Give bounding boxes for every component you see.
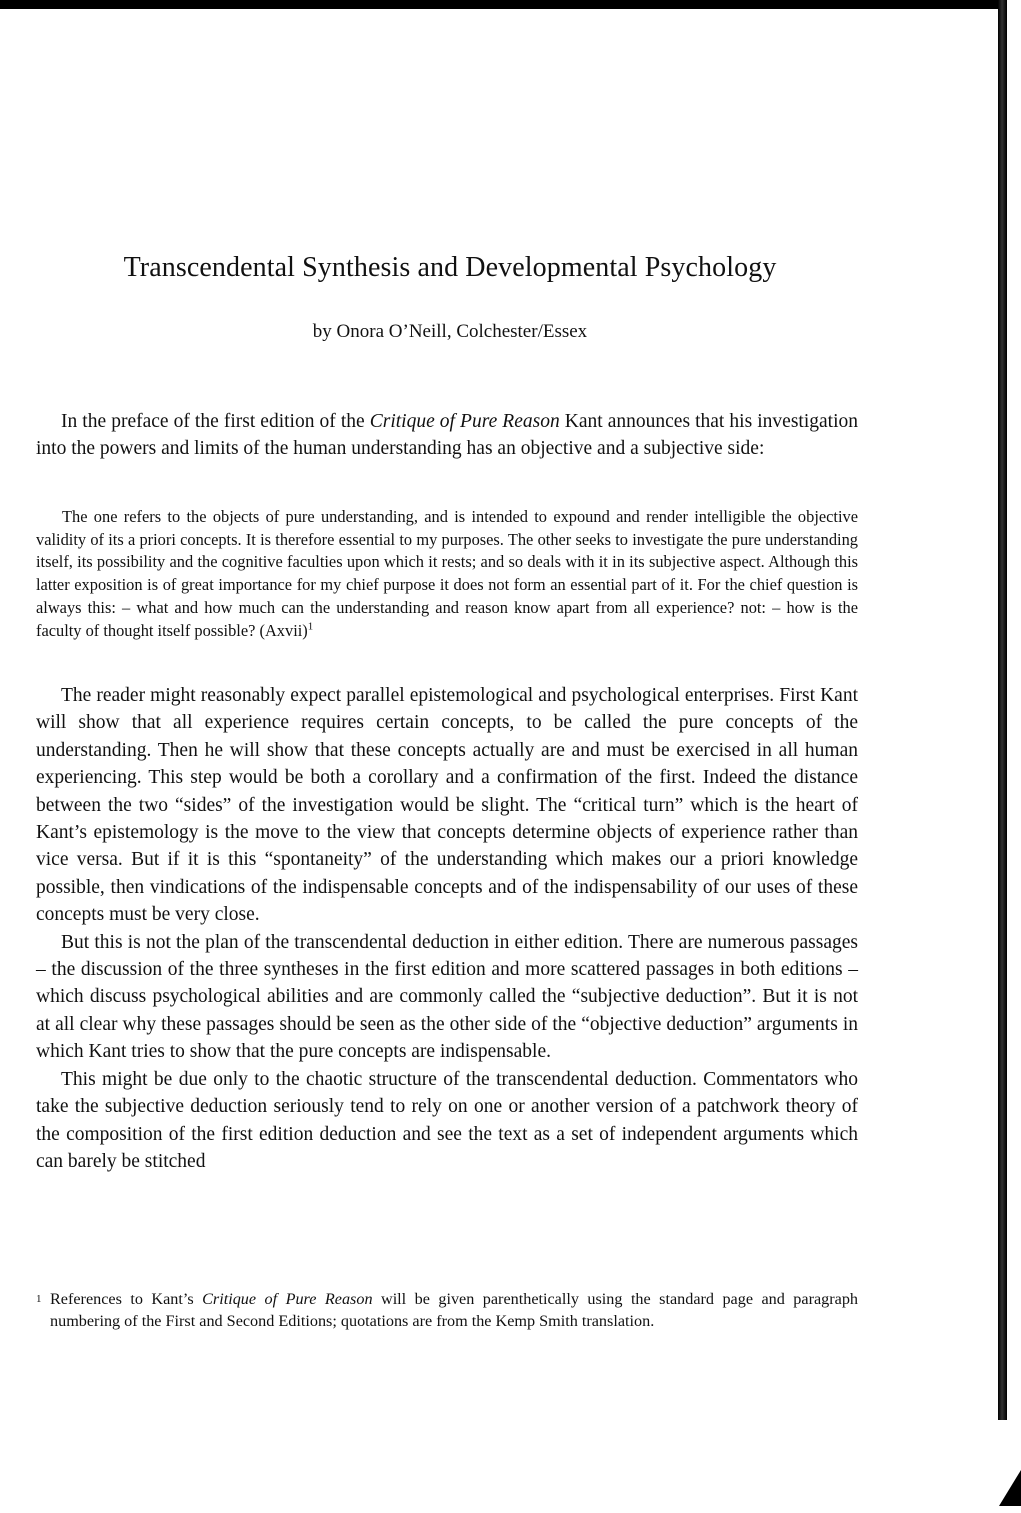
body-paragraphs xyxy=(36,682,858,1175)
right-page-edge xyxy=(998,0,1007,1420)
body-paragraph: The reader might reasonably expect parallel epistemological and psychological enterprises. First Kant will show that all experience requires certain concepts, to be called the pure concepts of the understanding. Then he will show that these concepts actually are and must be exercised in all human experiencing. This step would be both a corollary and a confirmation of the first. Indeed the distance between the two “sides” of the investigation would be slight. The “critical turn” which is the heart of Kant’s epistemology is the move to the view that concepts determine objects of experience rather than vice versa. But if it is this “spontaneity” of the understanding which makes our a priori knowledge possible, then vindications of the indispensable concepts and of the indispensability of our uses of these concepts must be very close. xyxy=(36,685,858,926)
intro-text-after: Kant announces that his investigation into the powers and limits of the human understanding has an objective and a subjective side: xyxy=(36,411,858,460)
footnote-reference: 1 xyxy=(307,620,314,633)
footnote-text-after: will be given parenthetically using the standard page and paragraph numbering of the First and Second Editions; quotations are from the Kemp Smith translation. xyxy=(50,1290,859,1330)
intro-paragraph xyxy=(36,408,858,463)
footnote-work-title: Critique of Pure Reason xyxy=(202,1290,373,1308)
article-title: Transcendental Synthesis and Developmental Psychology xyxy=(123,252,777,283)
intro-text-before: In the preface of the first edition of the xyxy=(61,411,370,432)
body-paragraph: But this is not the plan of the transcendental deduction in either edition. There are numerous passages – the discussion of the three syntheses in the first edition and more scattered passages in both editions – which discuss psychological abilities and are commonly called the “subjective deduction”. But it is not at all clear why these passages should be seen as the other side of the “objective deduction” arguments in which Kant tries to show that the pure concepts are indispensable. xyxy=(36,931,858,1063)
quote-text: The one refers to the objects of pure understanding, and is intended to expound and render intelligible the objective validity of its a priori concepts. It is therefore essential to my purposes. The other seeks to investigate the pure understanding itself, its possibility and the cognitive faculties upon which it rests; and so deals with it in its subjective aspect. Although this latter exposition is of great importance for my chief purpose it does not form an essential part of it. For the chief question is always this: – what and how much can the understanding and reason know apart from all experience? not: – how is the faculty of thought itself possible? (Axvii) xyxy=(36,507,858,640)
footnote xyxy=(36,1289,858,1332)
top-border-rule xyxy=(0,0,1005,9)
author-byline: by Onora O’Neill, Colchester/Essex xyxy=(312,321,588,342)
intro-paragraph-block xyxy=(36,408,858,463)
footnote-mark: 1 xyxy=(36,1293,42,1305)
footnote-text-before: References to Kant’s xyxy=(50,1290,203,1308)
body-paragraph: This might be due only to the chaotic structure of the transcendental deduction. Commentators who take the subjective deduction seriously tend to rely on one or another version of a patchwork theory of the composition of the first edition deduction and see the text as a set of independent arguments which can barely be stitched xyxy=(36,1068,858,1172)
page-corner-mark xyxy=(999,1470,1021,1506)
block-quote xyxy=(36,506,858,642)
intro-work-title: Critique of Pure Reason xyxy=(369,411,560,432)
